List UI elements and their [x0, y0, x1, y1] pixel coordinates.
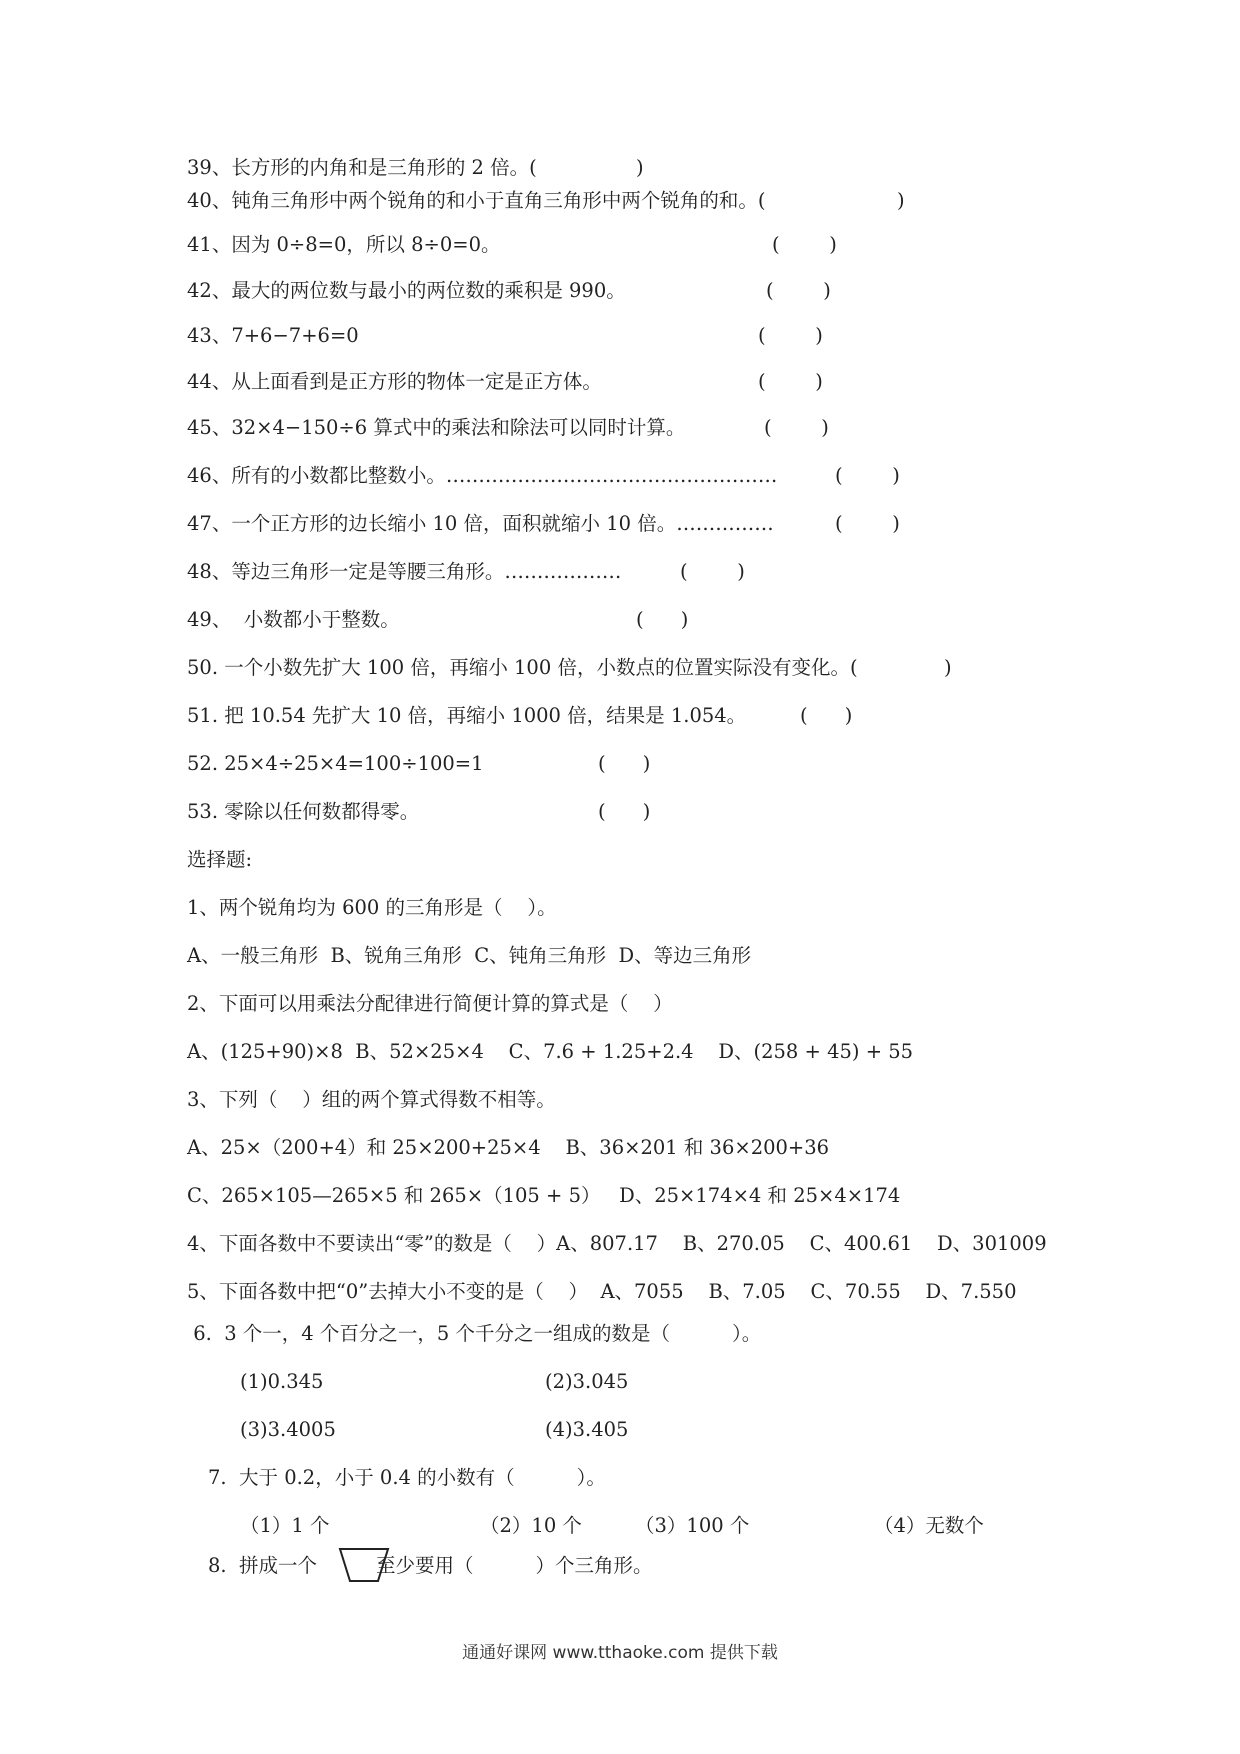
tf-question-47: 47、一个正方形的边长缩小 10 倍，面积就缩小 10 倍。…………… — [187, 512, 774, 535]
tf-answer-47[interactable]: ( ) — [835, 512, 900, 535]
tf-question-39: 39、长方形的内角和是三角形的 2 倍。( — [187, 156, 537, 179]
page-footer: 通通好课网 www.tthaoke.com 提供下载 — [462, 1643, 778, 1663]
tf-question-45: 45、32×4−150÷6 算式中的乘法和除法可以同时计算。 — [187, 416, 686, 439]
q7-option-3: （3）100 个 — [635, 1514, 750, 1537]
choice-options-3-cd: C、265×105—265×5 和 265×（105 + 5） D、25×174×4 和 25×4×174 — [187, 1184, 901, 1207]
choice-question-8-suffix: 至少要用（ ）个三角形。 — [376, 1554, 653, 1577]
tf-answer-44[interactable]: ( ) — [758, 370, 823, 393]
tf-answer-40[interactable]: ) — [897, 189, 905, 212]
choice-question-7: 7. 大于 0.2，小于 0.4 的小数有（ ）。 — [208, 1466, 606, 1489]
choice-question-3: 3、下列（ ）组的两个算式得数不相等。 — [187, 1088, 556, 1111]
tf-answer-53[interactable]: ( ) — [598, 800, 651, 823]
tf-answer-45[interactable]: ( ) — [764, 416, 829, 439]
tf-question-43: 43、7+6−7+6=0 — [187, 324, 359, 347]
tf-question-44: 44、从上面看到是正方形的物体一定是正方体。 — [187, 370, 602, 393]
tf-question-46: 46、所有的小数都比整数小。…………………………………………… — [187, 464, 778, 487]
choice-question-6: 6. 3 个一，4 个百分之一，5 个千分之一组成的数是（ ）。 — [187, 1322, 762, 1345]
tf-answer-50[interactable]: ) — [944, 656, 952, 679]
choice-question-1: 1、两个锐角均为 600 的三角形是（ ）。 — [187, 896, 557, 919]
tf-answer-39[interactable]: ) — [636, 156, 644, 179]
section-heading-choice: 选择题: — [187, 848, 253, 871]
q6-option-2: (2)3.045 — [545, 1370, 629, 1393]
q7-option-2: （2）10 个 — [480, 1514, 582, 1537]
choice-question-2: 2、下面可以用乘法分配律进行简便计算的算式是（ ） — [187, 992, 673, 1015]
choice-options-3-ab: A、25×（200+4）和 25×200+25×4 B、36×201 和 36×200+36 — [187, 1136, 830, 1159]
tf-question-48: 48、等边三角形一定是等腰三角形。……………… — [187, 560, 622, 583]
q6-option-4: (4)3.405 — [545, 1418, 629, 1441]
tf-question-53: 53. 零除以任何数都得零。 — [187, 800, 420, 823]
tf-question-51: 51. 把 10.54 先扩大 10 倍，再缩小 1000 倍，结果是 1.054。 — [187, 704, 747, 727]
tf-question-40: 40、钝角三角形中两个锐角的和小于直角三角形中两个锐角的和。( — [187, 189, 766, 212]
q6-option-3: (3)3.4005 — [240, 1418, 336, 1441]
tf-question-42: 42、最大的两位数与最小的两位数的乘积是 990。 — [187, 279, 626, 302]
choice-question-4: 4、下面各数中不要读出“零”的数是（ ）A、807.17 B、270.05 C、400.61 D、301009 — [187, 1232, 1047, 1255]
tf-question-49: 49、 小数都小于整数。 — [187, 608, 400, 631]
tf-answer-42[interactable]: ( ) — [766, 279, 831, 302]
tf-answer-51[interactable]: ( ) — [800, 704, 853, 727]
tf-answer-43[interactable]: ( ) — [758, 324, 823, 347]
tf-answer-48[interactable]: ( ) — [680, 560, 745, 583]
q7-option-1: （1）1 个 — [240, 1514, 330, 1537]
tf-question-52: 52. 25×4÷25×4=100÷100=1 — [187, 752, 484, 775]
tf-answer-52[interactable]: ( ) — [598, 752, 651, 775]
tf-answer-41[interactable]: ( ) — [772, 233, 837, 256]
choice-options-2: A、(125+90)×8 B、52×25×4 C、7.6 + 1.25+2.4 D、(258 + 45) + 55 — [187, 1040, 914, 1063]
q6-option-1: (1)0.345 — [240, 1370, 324, 1393]
choice-question-8-prefix: 8. 拼成一个 — [208, 1554, 318, 1577]
tf-question-50: 50. 一个小数先扩大 100 倍，再缩小 100 倍，小数点的位置实际没有变化。( — [187, 656, 858, 679]
choice-question-5: 5、下面各数中把“0”去掉大小不变的是（ ） A、7055 B、7.05 C、70.55 D、7.550 — [187, 1280, 1017, 1303]
tf-answer-46[interactable]: ( ) — [835, 464, 900, 487]
tf-answer-49[interactable]: ( ) — [636, 608, 689, 631]
choice-options-1: A、一般三角形 B、锐角三角形 C、钝角三角形 D、等边三角形 — [187, 944, 752, 967]
q7-option-4: （4）无数个 — [874, 1514, 984, 1537]
tf-question-41: 41、因为 0÷8=0，所以 8÷0=0。 — [187, 233, 501, 256]
